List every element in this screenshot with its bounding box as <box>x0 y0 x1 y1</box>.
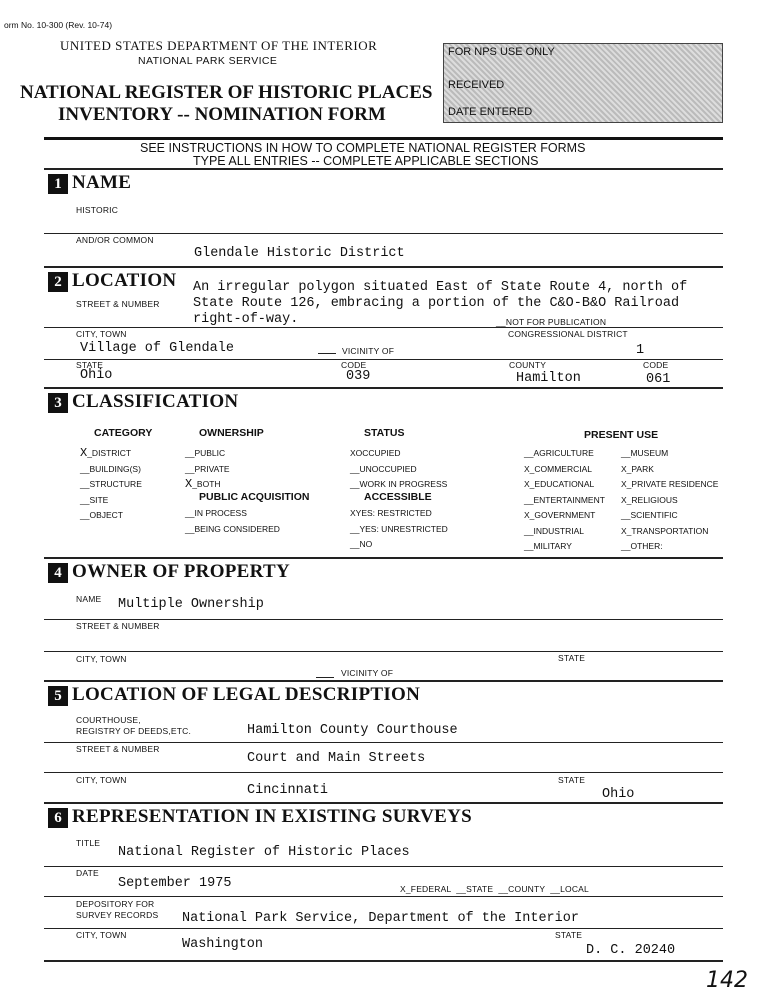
category-building[interactable]: __BUILDING(S) <box>80 463 141 474</box>
status-work-in-progress[interactable]: __WORK IN PROGRESS <box>350 479 448 489</box>
ownership-public[interactable]: __PUBLIC <box>185 448 226 458</box>
survey-city-label: CITY, TOWN <box>76 930 127 940</box>
owner-state-label: STATE <box>558 653 586 663</box>
status-occupied[interactable]: XOCCUPIED <box>350 448 401 458</box>
owner-name-value[interactable]: Multiple Ownership <box>118 597 264 612</box>
category-mark: X <box>80 446 88 460</box>
survey-city-value[interactable]: Washington <box>182 937 264 952</box>
use-scientific[interactable]: __SCIENTIFIC <box>621 510 678 520</box>
section-5-title: LOCATION OF LEGAL DESCRIPTION <box>72 684 421 705</box>
courthouse-label-2: REGISTRY OF DEEDS,ETC. <box>76 726 192 736</box>
page-number: 142 <box>706 968 748 993</box>
vicinity-of: VICINITY OF <box>342 346 395 356</box>
state-label: STATE <box>76 360 104 370</box>
congressional-value[interactable]: 1 <box>636 343 645 358</box>
depository-value[interactable]: National Park Service, Department of the Interior <box>182 911 579 926</box>
state-code-value[interactable]: 039 <box>346 369 371 384</box>
acquisition-heading: PUBLIC ACQUISITION <box>199 491 310 503</box>
form-number: orm No. 10-300 (Rev. 10-74) <box>4 20 113 30</box>
section-1-number: 1 <box>48 174 68 194</box>
present-use-right <box>621 446 718 555</box>
accessible-no[interactable]: __NO <box>350 539 373 549</box>
use-industrial[interactable]: __INDUSTRIAL <box>524 525 584 536</box>
status-unoccupied[interactable]: __UNOCCUPIED <box>350 463 417 474</box>
section-4-title: OWNER OF PROPERTY <box>72 561 291 582</box>
use-military[interactable]: __MILITARY <box>524 541 572 551</box>
department: UNITED STATES DEPARTMENT OF THE INTERIOR <box>60 38 378 53</box>
form-title-2: INVENTORY -- NOMINATION FORM <box>58 104 386 125</box>
category-list <box>80 446 142 524</box>
category-site[interactable]: __SITE <box>80 494 109 505</box>
section-1-title: NAME <box>72 172 132 193</box>
survey-title-value[interactable]: National Register of Historic Places <box>118 845 410 860</box>
section-3-number: 3 <box>48 393 68 413</box>
survey-date-value[interactable]: September 1975 <box>118 876 232 891</box>
section-6-title: REPRESENTATION IN EXISTING SURVEYS <box>72 806 473 827</box>
street-line-1[interactable]: An irregular polygon situated East of State Route 4, north of <box>193 280 688 295</box>
owner-vicinity: VICINITY OF <box>341 668 394 678</box>
acquisition-list <box>185 506 280 537</box>
acquisition-considered[interactable]: __BEING CONSIDERED <box>185 523 280 534</box>
owner-city-label: CITY, TOWN <box>76 654 127 664</box>
use-private-residence[interactable]: X_PRIVATE RESIDENCE <box>621 479 719 489</box>
use-museum[interactable]: __MUSEUM <box>621 448 669 458</box>
section-2-number: 2 <box>48 272 68 292</box>
legal-state-value[interactable]: Ohio <box>602 787 635 802</box>
city-value[interactable]: Village of Glendale <box>80 341 234 356</box>
courthouse-label-1: COURTHOUSE, <box>76 715 141 725</box>
owner-name-label: NAME <box>76 594 102 604</box>
instructions-line-1: SEE INSTRUCTIONS IN HOW TO COMPLETE NATIONAL REGISTER FORMS <box>140 141 586 155</box>
use-government[interactable]: X_GOVERNMENT <box>524 510 596 520</box>
use-commercial[interactable]: X_COMMERCIAL <box>524 463 593 474</box>
accessible-unrestricted[interactable]: __YES: UNRESTRICTED <box>350 523 448 534</box>
city-label: CITY, TOWN <box>76 329 127 339</box>
county-value[interactable]: Hamilton <box>516 371 581 386</box>
nps-label: FOR NPS USE ONLY <box>448 46 555 58</box>
acquisition-in-process[interactable]: __IN PROCESS <box>185 508 247 518</box>
survey-levels[interactable]: X_FEDERAL __STATE __COUNTY __LOCAL <box>400 884 589 894</box>
form-title-1: NATIONAL REGISTER OF HISTORIC PLACES <box>20 82 433 103</box>
survey-state-value[interactable]: D. C. 20240 <box>586 943 676 958</box>
category-object[interactable]: __OBJECT <box>80 510 123 520</box>
ownership-both[interactable]: X_BOTH <box>185 477 221 491</box>
legal-street-value[interactable]: Court and Main Streets <box>247 751 426 766</box>
county-label: COUNTY <box>509 360 547 370</box>
instructions-line-2: TYPE ALL ENTRIES -- COMPLETE APPLICABLE SECTIONS <box>193 154 539 168</box>
street-line-2[interactable]: State Route 126, embracing a portion of the C&O-B&O Railroad <box>193 296 680 311</box>
legal-city-value[interactable]: Cincinnati <box>247 783 329 798</box>
nps-use-only-box <box>443 43 723 123</box>
received-label: RECEIVED <box>448 79 505 91</box>
survey-date-label: DATE <box>76 868 99 878</box>
accessible-heading: ACCESSIBLE <box>364 491 432 503</box>
status-list <box>350 446 447 493</box>
section-3-title: CLASSIFICATION <box>72 391 239 412</box>
depository-label-1: DEPOSITORY FOR <box>76 899 155 909</box>
historic-label: HISTORIC <box>76 205 119 215</box>
section-5-number: 5 <box>48 686 68 706</box>
legal-street-label: STREET & NUMBER <box>76 744 160 754</box>
accessible-list <box>350 506 448 553</box>
section-6-number: 6 <box>48 808 68 828</box>
state-value[interactable]: Ohio <box>80 368 113 383</box>
street-line-3[interactable]: right-of-way. <box>193 312 299 327</box>
category-district[interactable]: X_DISTRICT <box>80 446 132 460</box>
code-label: CODE <box>341 360 367 370</box>
date-entered-label: DATE ENTERED <box>448 106 533 118</box>
section-2-title: LOCATION <box>72 270 177 291</box>
ownership-private[interactable]: __PRIVATE <box>185 463 230 474</box>
ownership-mark: X <box>185 477 193 491</box>
county-code-value[interactable]: 061 <box>646 372 671 387</box>
use-educational[interactable]: X_EDUCATIONAL <box>524 479 595 489</box>
common-name-value[interactable]: Glendale Historic District <box>194 246 405 261</box>
survey-state-label: STATE <box>555 930 583 940</box>
status-heading: STATUS <box>364 427 405 439</box>
use-entertainment[interactable]: __ENTERTAINMENT <box>524 494 605 505</box>
common-label: AND/OR COMMON <box>76 235 154 245</box>
use-religious[interactable]: X_RELIGIOUS <box>621 494 678 505</box>
accessible-restricted[interactable]: XYES: RESTRICTED <box>350 508 432 518</box>
use-agriculture[interactable]: __AGRICULTURE <box>524 448 594 458</box>
agency: NATIONAL PARK SERVICE <box>138 55 278 67</box>
use-other[interactable]: __OTHER: <box>621 541 663 551</box>
legal-state-label: STATE <box>558 775 586 785</box>
survey-title-label: TITLE <box>76 838 101 848</box>
county-code-label: CODE <box>643 360 669 370</box>
use-park[interactable]: X_PARK <box>621 463 654 474</box>
section-4-number: 4 <box>48 563 68 583</box>
courthouse-value[interactable]: Hamilton County Courthouse <box>247 723 458 738</box>
present-use-left <box>524 446 605 555</box>
present-use-heading: PRESENT USE <box>584 429 659 441</box>
owner-street-label: STREET & NUMBER <box>76 621 160 631</box>
congressional-label: CONGRESSIONAL DISTRICT <box>508 329 628 339</box>
use-transportation[interactable]: X_TRANSPORTATION <box>621 525 709 536</box>
not-for-publication: __NOT FOR PUBLICATION <box>496 317 607 327</box>
legal-city-label: CITY, TOWN <box>76 775 127 785</box>
category-structure[interactable]: __STRUCTURE <box>80 479 142 489</box>
ownership-list <box>185 446 230 493</box>
depository-label-2: SURVEY RECORDS <box>76 910 159 920</box>
ownership-heading: OWNERSHIP <box>199 427 264 439</box>
street-label: STREET & NUMBER <box>76 299 160 309</box>
category-heading: CATEGORY <box>94 427 153 439</box>
